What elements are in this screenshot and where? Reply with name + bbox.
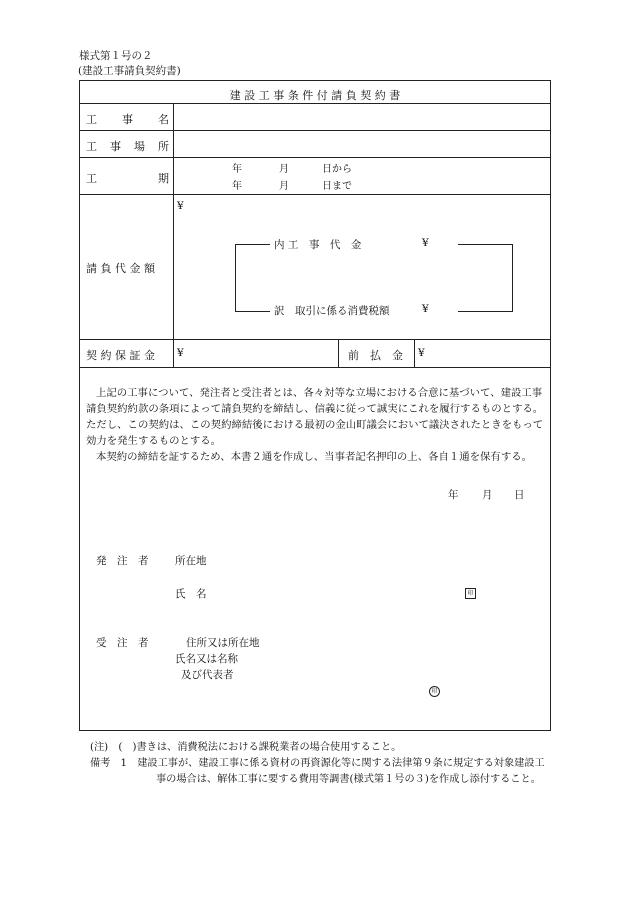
orderer-name-label: 氏 名 [175, 588, 207, 600]
contractor-address-label: 住所又は所在地 [186, 637, 260, 649]
breakdown-work-yen: ¥ [422, 237, 429, 249]
body-paragraph: 本契約の締結を証するため、本書２通を作成し、当事者記名押印の上、各自１通を保有する。 [96, 451, 532, 463]
breakdown-tax-label: 訳 取引に係る消費税額 [274, 305, 390, 317]
row-divider [80, 130, 550, 131]
col-divider [338, 339, 339, 367]
seal-stamp-icon: 印 [465, 588, 476, 599]
breakdown-work-row [270, 237, 458, 252]
breakdown-work-label: 内 工 事 代 金 [274, 239, 362, 251]
advance-label: 前 払 金 [348, 349, 403, 362]
col-divider [414, 339, 415, 367]
price-yen: ¥ [177, 200, 184, 212]
orderer-seal [465, 586, 476, 599]
note-remarks-line1: 備考 1 建設工事が、建設工事に係る資材の再資源化等に関する法律第９条に規定する対象建設工 [90, 758, 545, 769]
note-consumption-tax: (注) ( )書きは、消費税法における課税業者の場合使用すること。 [90, 742, 402, 753]
contract-body [86, 385, 546, 465]
note-remarks-line2: 事の場合は、解体工事に要する費用等調書(様式第１号の３)を作成し添付すること。 [156, 774, 541, 785]
row-divider [80, 194, 550, 195]
row-divider [80, 339, 550, 340]
contractor-rep-label: 及び代表者 [181, 669, 234, 681]
row-divider [80, 157, 550, 158]
orderer-address-label: 所在地 [175, 555, 207, 567]
seal-circle-icon: 印 [429, 686, 440, 697]
deposit-label: 契 約 保 証 金 [86, 349, 155, 362]
contractor-seal [429, 684, 440, 697]
breakdown-tax-row [270, 303, 458, 318]
breakdown-bracket [235, 244, 513, 312]
contractor-label: 受 注 者 [96, 637, 149, 649]
col-divider [173, 103, 174, 367]
contractor-name-label: 氏名又は名称 [175, 653, 238, 665]
row-divider [80, 367, 550, 368]
form-title: 建 設 工 事 条 件 付 請 負 契 約 書 [229, 89, 401, 102]
breakdown-tax-yen: ¥ [422, 303, 429, 315]
price-label: 請 負 代 金 額 [86, 262, 155, 275]
orderer-label: 発 注 者 [96, 555, 149, 567]
form-subtitle: (建設工事請負契約書) [78, 65, 181, 77]
form-number: 様式第１号の２ [79, 50, 153, 62]
contract-form: 建 設 工 事 条 件 付 請 負 契 約 書 工 事 名 工 事 場 所 工 期 年 月 日から 年 月 日まで 請 負 代 金 額 ¥ 内 工 事 代 金 ¥ 訳 取引に係る消費税額 ¥ 契 約 保 証 金 ¥ 前 払 金 ¥ 上記の工事について、発注者と受注者とは、各々対等な立場における合意に基づいて、建設工事請負契約約款の条項によって請負契約を締結し、信義に従って誠実にこれを履行するものとする。ただし、この契約は、この契約締結後における最初の金山町議会において議決されたときをもって効力を発生するものとする。 本契約の締結を証するため、本書２通を作成し、当事者記名押印の上、各自１通を保有する。 年 月 日 発 注 者 所在地 氏 名 印 受 注 者 住所又は所在地 氏名又は名称 及び代表者 印 [79, 80, 551, 731]
deposit-yen: ¥ [177, 347, 184, 359]
row-divider [80, 103, 550, 104]
body-paragraph: 上記の工事について、発注者と受注者とは、各々対等な立場における合意に基づいて、建設工事請負契約約款の条項によって請負契約を締結し、信義に従って誠実にこれを履行するものとする。ただし、この契約は、この契約締結後における最初の金山町議会において議決されたときをもって効力を発生するものとする。 [86, 387, 544, 447]
advance-yen: ¥ [418, 347, 425, 359]
